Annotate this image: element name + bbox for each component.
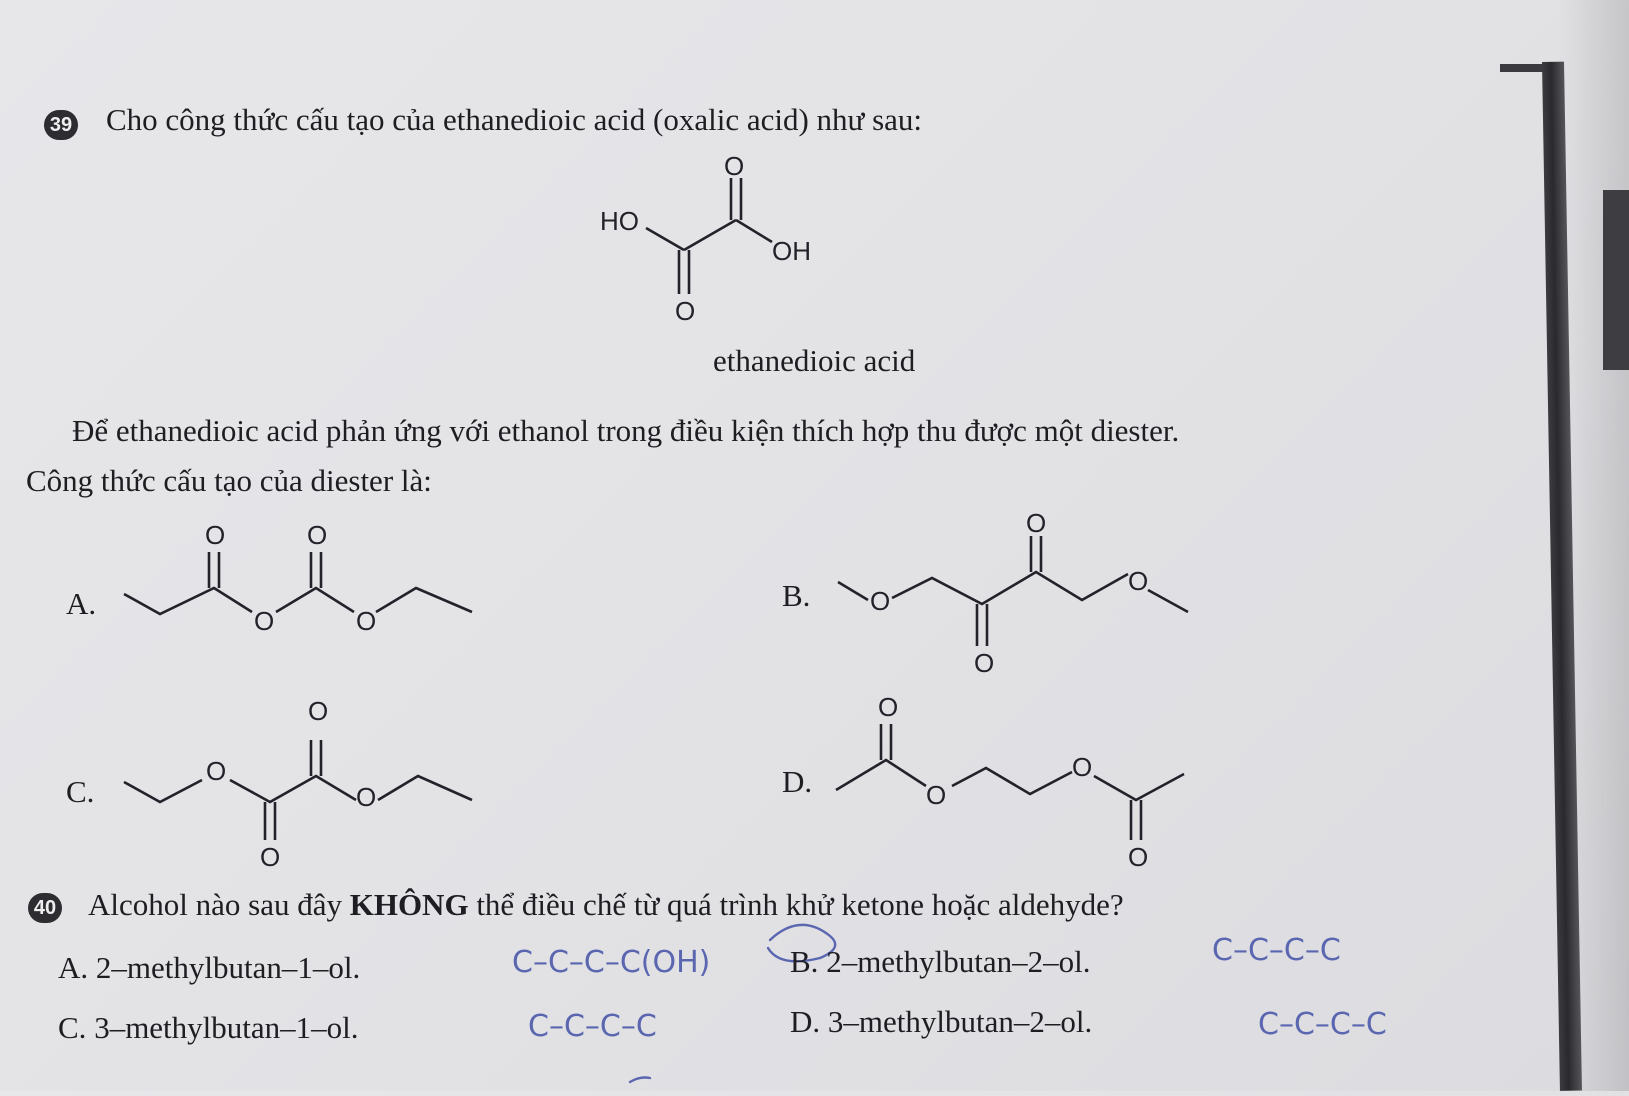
svg-text:O: O <box>1072 752 1093 782</box>
svg-text:O: O <box>1128 842 1149 872</box>
question-40-prompt: Alcohol nào sau đây KHÔNG thể điều chế từ quá trình khử ketone hoặc aldehyde? <box>88 887 1124 922</box>
svg-text:O: O <box>307 520 328 550</box>
svg-text:O: O <box>878 692 899 722</box>
svg-text:O: O <box>308 696 329 726</box>
q40-option-a[interactable]: A. 2–methylbutan–1–ol. <box>58 950 361 985</box>
svg-text:O: O <box>356 606 377 636</box>
question-39-prompt: Cho công thức cấu tạo của ethanedioic acid (oxalic acid) như sau: <box>106 102 923 137</box>
question-40-badge: 40 <box>28 893 62 923</box>
top-o-label: O <box>724 151 745 181</box>
svg-text:O: O <box>926 780 947 810</box>
q40-option-b[interactable]: B. 2–methylbutan–2–ol. <box>790 944 1091 979</box>
option-a-letter[interactable]: A. <box>66 586 97 621</box>
oh-label: OH <box>772 236 811 266</box>
svg-text:O: O <box>1026 508 1047 538</box>
structure-caption: ethanedioic acid <box>713 343 916 378</box>
question-39-description-line2: Công thức cấu tạo của diester là: <box>26 463 432 498</box>
handwritten-note-b: C–C–C–C <box>1212 933 1341 968</box>
svg-text:O: O <box>974 648 995 678</box>
prompt-emphasis: KHÔNG <box>349 887 469 922</box>
svg-text:O: O <box>206 756 227 786</box>
q40-option-d[interactable]: D. 3–methylbutan–2–ol. <box>790 1004 1093 1039</box>
bottom-o-label: O <box>675 296 696 326</box>
svg-text:O: O <box>870 586 891 616</box>
q40-option-c[interactable]: C. 3–methylbutan–1–ol. <box>58 1010 359 1045</box>
question-39-description-line1: Để ethanedioic acid phản ứng với ethanol trong điều kiện thích hợp thu được một diester. <box>72 413 1180 448</box>
handwritten-note-d: C–C–C–C <box>1258 1007 1387 1042</box>
svg-text:O: O <box>356 782 377 812</box>
svg-text:O: O <box>260 842 281 872</box>
ho-label: HO <box>600 206 639 236</box>
handwritten-note-c: C–C–C–C <box>528 1009 657 1044</box>
question-39-badge: 39 <box>44 110 78 140</box>
svg-text:O: O <box>1128 566 1149 596</box>
option-d-letter[interactable]: D. <box>782 764 813 799</box>
svg-text:O: O <box>254 606 275 636</box>
svg-text:O: O <box>205 520 226 550</box>
option-b-letter[interactable]: B. <box>782 578 811 613</box>
handwritten-note-a: C–C–C–C(OH) <box>512 945 711 980</box>
option-c-letter[interactable]: C. <box>66 774 95 809</box>
